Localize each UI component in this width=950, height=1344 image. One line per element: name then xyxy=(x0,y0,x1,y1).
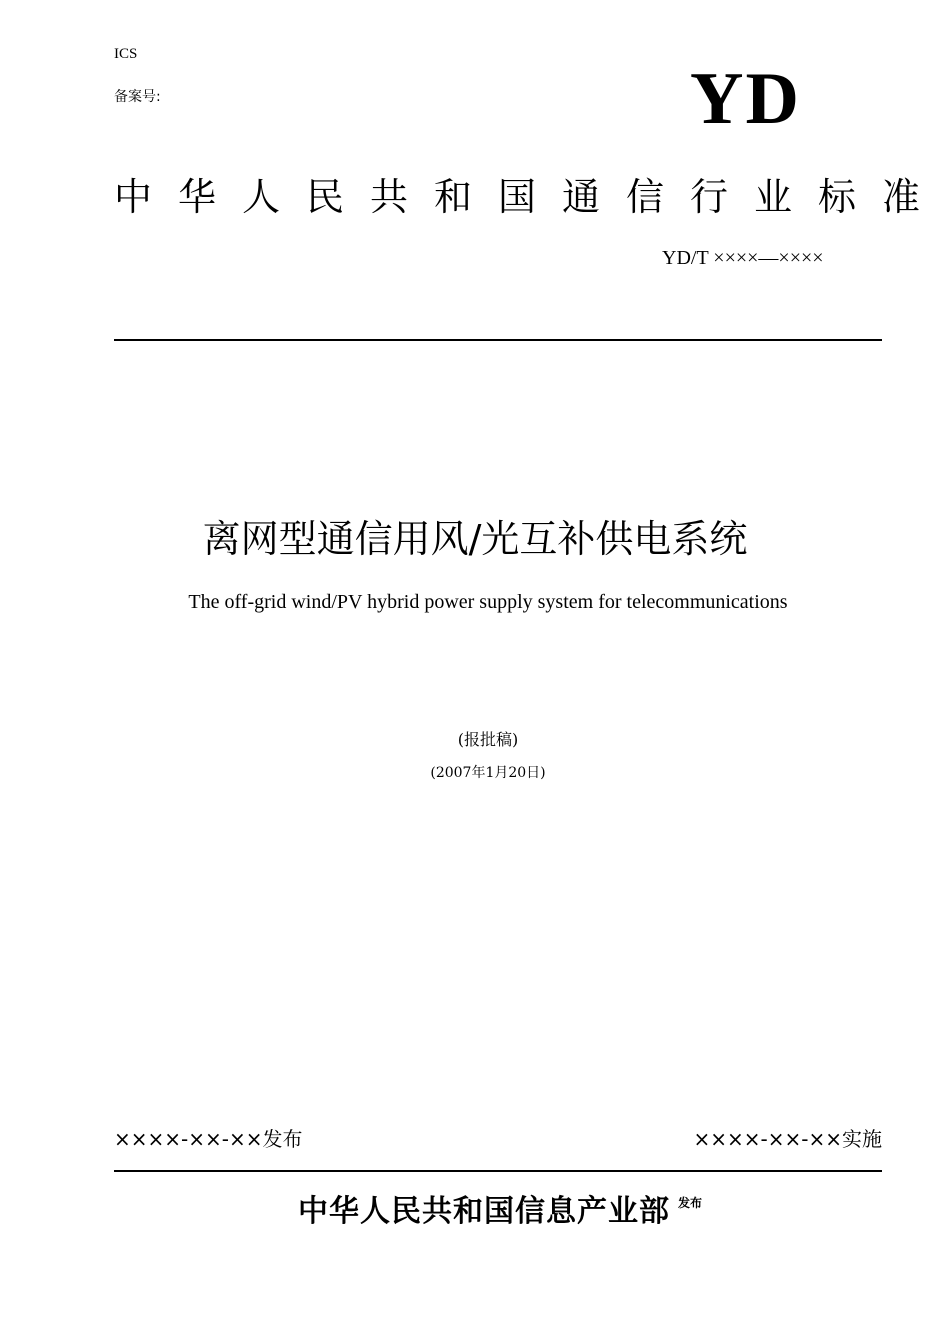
publish-date: ××××-××-××发布 xyxy=(114,1127,303,1151)
ics-label: ICS xyxy=(114,46,138,62)
publisher-suffix: 发布 xyxy=(677,1196,702,1210)
top-divider xyxy=(114,339,882,341)
standard-number: YD/T ××××—×××× xyxy=(662,247,824,269)
yd-logo: YD xyxy=(690,58,801,140)
publisher-name: 中华人民共和国信息产业部 xyxy=(297,1194,670,1229)
filing-number-label: 备案号: xyxy=(114,89,161,105)
publisher-line xyxy=(0,1186,950,1230)
document-title-chinese: 离网型通信用风/光互补供电系统 xyxy=(202,517,748,561)
draft-date: (2007年1月20日) xyxy=(430,765,546,781)
standard-category-title: 中华人民共和国通信行业标准 xyxy=(114,175,947,219)
implementation-date: ××××-××-××实施 xyxy=(693,1127,882,1151)
draft-status: (报批稿) xyxy=(457,730,519,749)
bottom-divider xyxy=(114,1170,882,1172)
document-title-english: The off-grid wind/PV hybrid power supply system for telecommunications xyxy=(188,591,788,613)
